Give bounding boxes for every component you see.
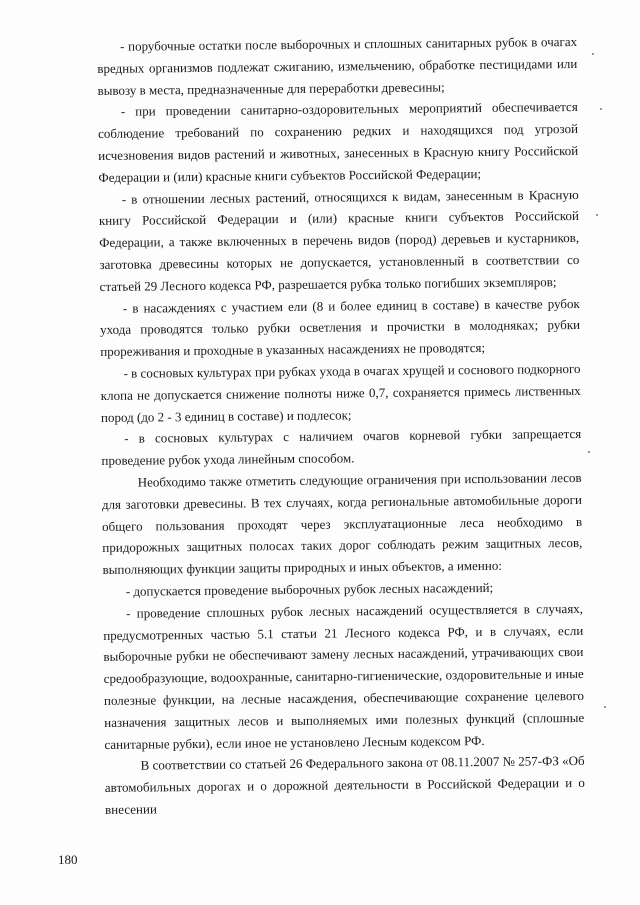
scan-speck xyxy=(596,214,598,216)
paragraph-clear-cuttings: - проведение сплошных рубок лесных насаждений осуществляется в случаях, предусмотренных частью 5.1 статьи 21 Лесного кодекса РФ, и в случаях, если выборочные рубки не обеспечивают замену лесных насаждений, утрачивающих свои средообразующие, водоохранные, санитарно-гигиенические, оздоровительные и иные полезные функции, на лесные насаждения, обеспечивающие сохранение целевого назначения защитных лесов и выполняемых ими полезных функций (сплошные санитарные рубки), если иное не установлено Лесным кодексом РФ. xyxy=(103,600,585,752)
paragraph-spruce-stands: - в насаждениях с участием ели (8 и более единиц в составе) в качестве рубок ухода проводятся только рубки осветления и прочистки в молодняках; рубки прореживания и проходные в указанных насаждениях не проводятся; xyxy=(99,295,581,360)
paragraph-pine-cultures-root-fungus: - в сосновых культурах с наличием очагов корневой губки запрещается проведение рубок ухода линейным способом. xyxy=(101,426,582,469)
document-body xyxy=(97,31,585,821)
paragraph-pine-cultures-beetles: - в сосновых культурах при рубках ухода в очагах хрущей и соснового подкорного клопа не допускается снижение полноты ниже 0,7, сохраняется примесь лиственных пород (до 2 - 3 единиц в составе) и подлесок; xyxy=(100,360,581,425)
page-number: 180 xyxy=(58,852,78,867)
scan-speck xyxy=(600,108,602,110)
paragraph-red-book-plants: - в отношении лесных растений, относящихся к видам, занесенным в Красную книгу Российской Федерации и (или) красные книги субъектов Российской Федерации, а также включенных в перечень видов (пород) деревьев и кустарников, заготовка древесины которых не допускается, установленный в соответствии со статьей 29 Лесного кодекса РФ, разрешается рубка только погибших экземпляров; xyxy=(98,186,580,294)
scan-speck xyxy=(592,53,594,55)
scan-speck xyxy=(588,451,590,453)
paragraph-rare-species: - при проведении санитарно-оздоровительных мероприятий обеспечивается соблюдение требований по сохранению редких и находящихся под угрозой исчезновения видов растений и животных, занесенных в Красную книгу Российской Федерации и (или) красные книги субъектов Российской Федерации; xyxy=(97,99,579,185)
paragraph-slash-disposal: - порубочные остатки после выборочных и сплошных санитарных рубок в очагах вредных организмов подлежат сжиганию, измельчению, обработке пестицидами или вывозу в места, предназначенные для переработки древесины; xyxy=(97,33,578,98)
paragraph-federal-law: В соответствии со статьей 26 Федерального закона от 08.11.2007 № 257-ФЗ «Об автомобильных дорогах и о дорожной деятельности в Российской Федерации и о внесении xyxy=(104,753,585,817)
paragraph-restrictions-intro: Необходимо также отметить следующие ограничения при использовании лесов для заготовки древесины. В тех случаях, когда региональные автомобильные дороги общего пользования проходят через эксплуатационные леса необходимо в придорожных защитных полосах таких дорог соблюдать режим защитных лесов, выполняющих функции защиты природных и иных объектов, а именно: xyxy=(101,469,583,578)
paragraph-selective-cuttings: - допускается проведение выборочных рубок лесных насаждений; xyxy=(125,579,494,599)
scan-speck xyxy=(604,706,606,708)
